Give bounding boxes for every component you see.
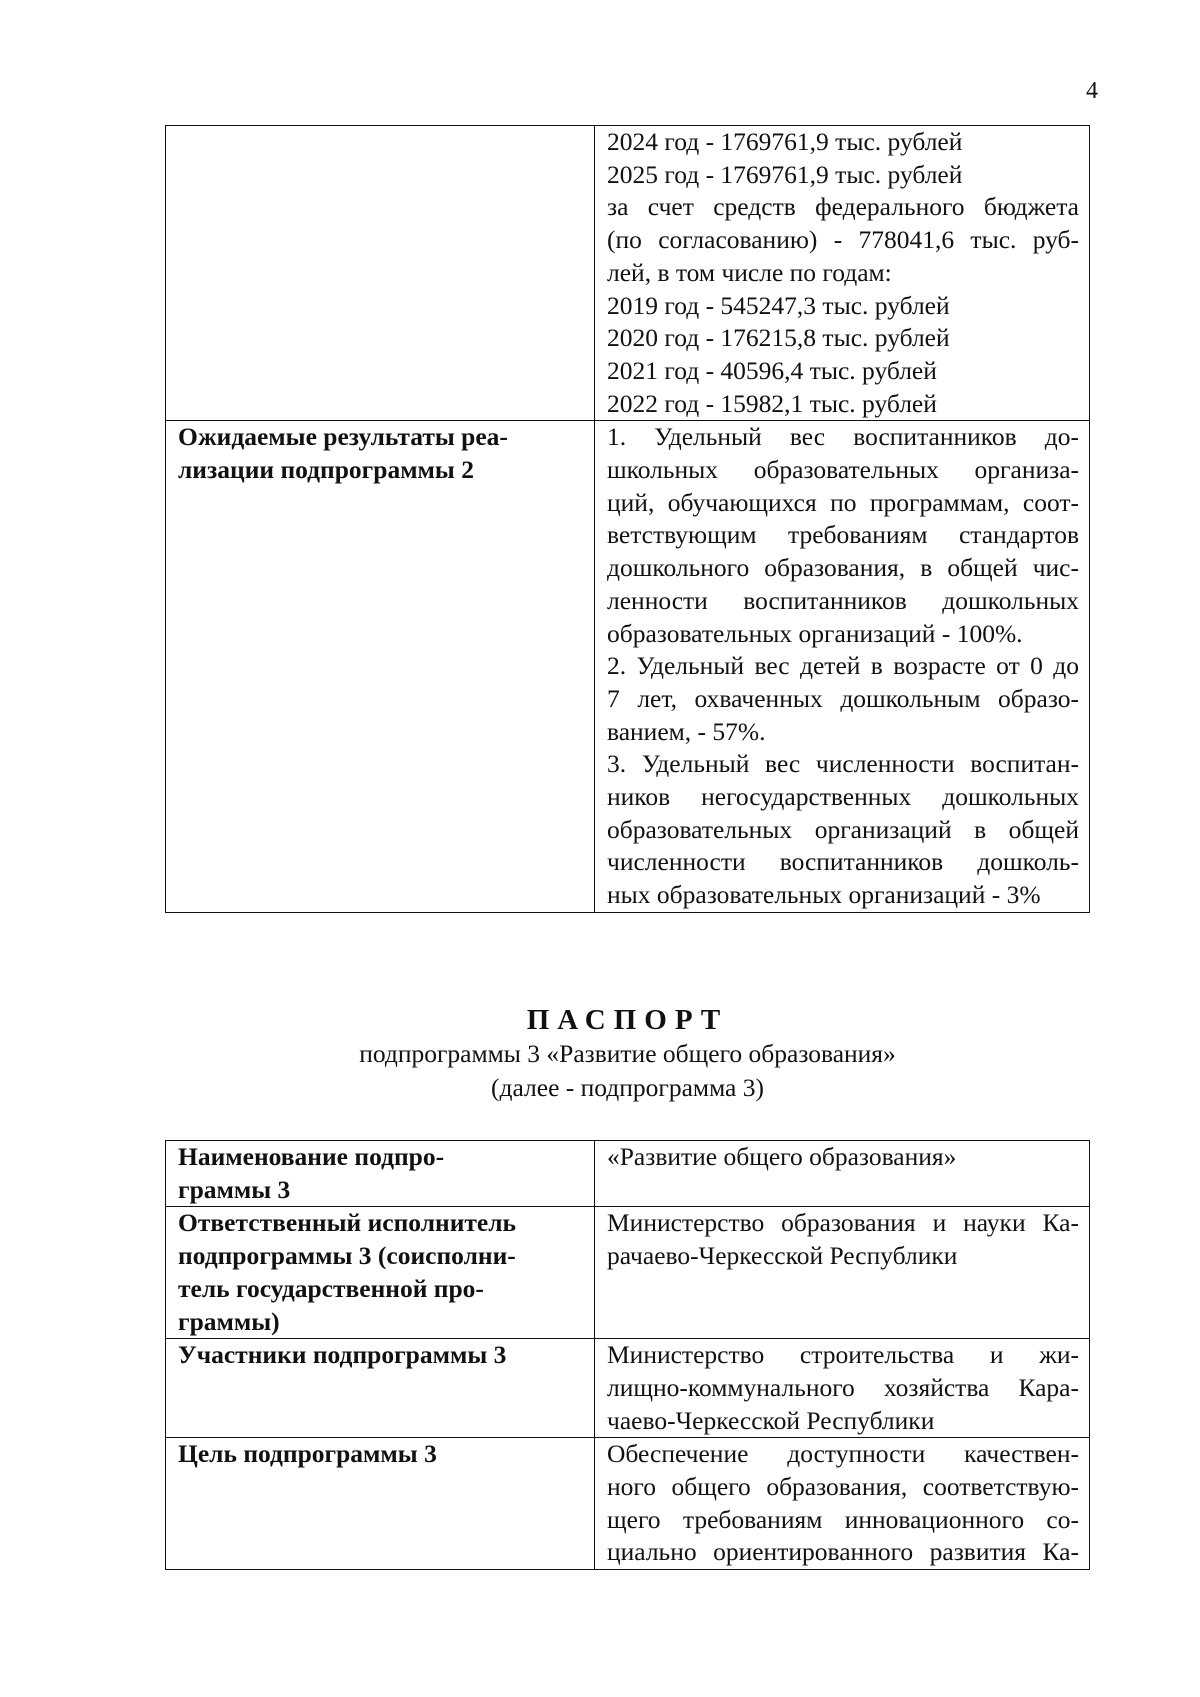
table-row-expected-results: [166, 421, 1090, 913]
label-line: Ответственный исполнитель: [178, 1208, 517, 1238]
funding-line: 2025 год - 1769761,9 тыс. рублей: [607, 159, 963, 189]
label-line: Цель подпрограммы 3: [178, 1439, 437, 1469]
result-line: 3. Удельный вес численности воспитан-: [607, 749, 1079, 779]
result-line: школьных образовательных организа-: [607, 455, 1079, 485]
passport-subtitle-note: (далее - подпрограмма 3): [491, 1073, 764, 1102]
result-line: дошкольного образования, в общей чис-: [607, 553, 1079, 583]
result-line: 1. Удельный вес воспитанников до-: [607, 422, 1079, 452]
result-line: образовательных организаций - 100%.: [607, 618, 1023, 648]
table-row-participants: [166, 1339, 1090, 1438]
row-label-empty: [166, 126, 595, 421]
value-line: циально ориентированного развития Ка-: [607, 1537, 1079, 1567]
value-line: Министерство строительства и жи-: [607, 1340, 1079, 1370]
goal-label: [166, 1438, 595, 1570]
passport-table: [165, 1140, 1090, 1570]
value-line: щего требованиям инновационного со-: [607, 1504, 1079, 1534]
expected-results-label: [166, 421, 595, 913]
funding-line: 2019 год - 545247,3 тыс. рублей: [607, 290, 950, 320]
expected-results-cell: [595, 421, 1090, 913]
value-line: рачаево-Черкесской Республики: [607, 1241, 958, 1271]
passport-title: ПАСПОРТ: [526, 1004, 729, 1036]
table-row-funding: [166, 126, 1090, 421]
table-row-name: [166, 1141, 1090, 1207]
result-line: 2. Удельный вес детей в возрасте от 0 до: [607, 651, 1079, 681]
name-label: [166, 1141, 595, 1207]
value-line: ного общего образования, соответствую-: [607, 1472, 1079, 1502]
value-line: Министерство образования и науки Ка-: [607, 1208, 1079, 1238]
funding-line: лей, в том числе по годам:: [607, 257, 892, 287]
name-value: [595, 1141, 1090, 1207]
label-line: граммы): [178, 1306, 280, 1336]
result-line: ванием, - 57%.: [607, 716, 766, 746]
page-number: 4: [1086, 78, 1098, 104]
funding-line: за счет средств федерального бюджета: [607, 192, 1079, 222]
value-line: лищно-коммунального хозяйства Кара-: [607, 1372, 1079, 1402]
executor-label: [166, 1207, 595, 1339]
result-line: ветствующим требованиям стандартов: [607, 520, 1079, 550]
result-line: 7 лет, охваченных дошкольным образо-: [607, 683, 1079, 713]
executor-value: [595, 1207, 1090, 1339]
table-row-executor: [166, 1207, 1090, 1339]
funding-line: 2024 год - 1769761,9 тыс. рублей: [607, 127, 963, 156]
label-line: подпрограммы 3 (соисполни-: [178, 1241, 516, 1271]
funding-results-table: [165, 125, 1090, 913]
table-row-goal: [166, 1438, 1090, 1570]
label-line: Участники подпрограммы 3: [178, 1340, 507, 1370]
funding-line: 2020 год - 176215,8 тыс. рублей: [607, 323, 950, 353]
result-line: численности воспитанников дошколь-: [607, 847, 1079, 877]
result-line: образовательных организаций в общей: [607, 814, 1079, 844]
result-line: ных образовательных организаций - 3%: [607, 880, 1041, 910]
passport-subtitle: подпрограммы 3 «Развитие общего образования»: [359, 1039, 896, 1068]
result-line: ций, обучающихся по программам, соот-: [607, 487, 1079, 517]
goal-value: [595, 1438, 1090, 1570]
result-line: ников негосударственных дошкольных: [607, 782, 1079, 812]
label-line: тель государственной про-: [178, 1273, 484, 1303]
label-line: лизации подпрограммы 2: [178, 455, 474, 485]
result-line: ленности воспитанников дошкольных: [607, 585, 1079, 615]
label-line: граммы 3: [178, 1174, 291, 1204]
funding-line: 2021 год - 40596,4 тыс. рублей: [607, 355, 937, 385]
funding-line: (по согласованию) - 778041,6 тыс. руб-: [607, 225, 1079, 255]
funding-line: 2022 год - 15982,1 тыс. рублей: [607, 388, 937, 418]
label-line: Ожидаемые результаты реа-: [178, 422, 508, 452]
participants-value: [595, 1339, 1090, 1438]
funding-cell: [595, 126, 1090, 421]
value-line: «Развитие общего образования»: [607, 1142, 957, 1171]
participants-label: [166, 1339, 595, 1438]
value-line: Обеспечение доступности качествен-: [607, 1439, 1079, 1469]
label-line: Наименование подпро-: [178, 1142, 445, 1171]
value-line: чаево-Черкесской Республики: [607, 1405, 935, 1435]
